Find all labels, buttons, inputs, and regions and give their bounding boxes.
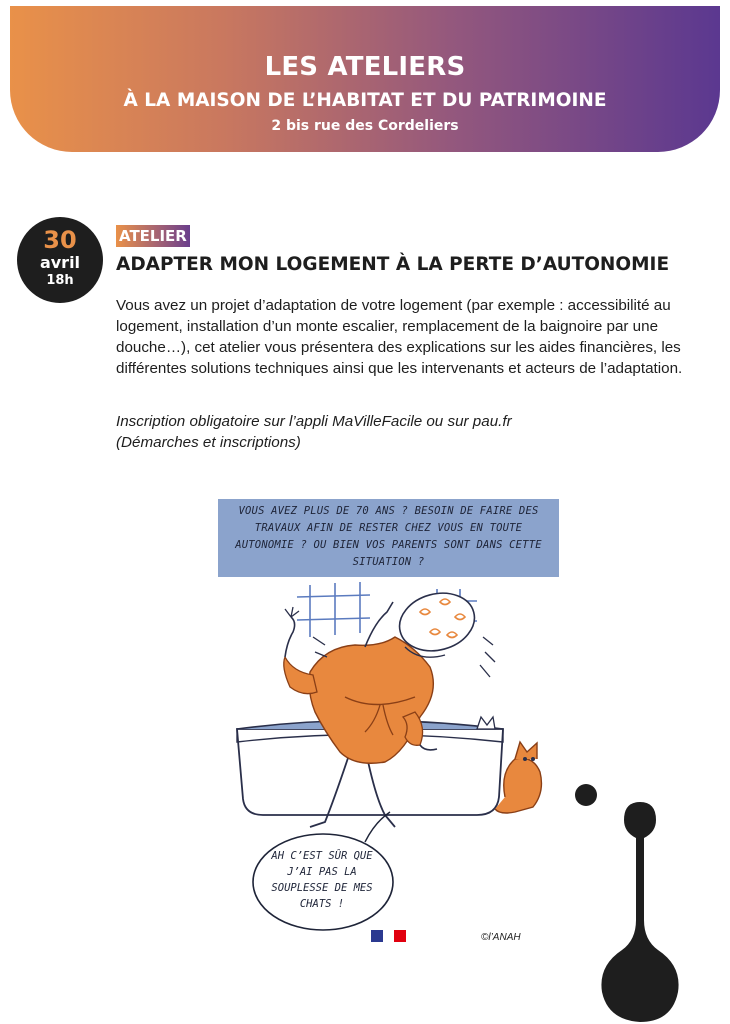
- registration-note: [116, 411, 686, 453]
- event-tag: ATELIER: [116, 225, 190, 247]
- header-banner: [10, 6, 720, 152]
- event-description: Vous avez un projet d’adaptation de votre logement (par exemple : accessibilité au logement, installation d’un monte escalier, remplacement de la baignoire par une douche…), cet atelier vous présentera des explications sur les aides financières, les différentes solutions techniques ainsi que les intervenants et acteurs de l’adaptation.: [116, 297, 683, 377]
- event-title: ADAPTER MON LOGEMENT À LA PERTE D’AUTONOMIE: [116, 254, 670, 275]
- date-month: avril: [39, 253, 81, 272]
- illustration-caption: VOUS AVEZ PLUS DE 70 ANS ? BESOIN DE FAIRE DES TRAVAUX AFIN DE RESTER CHEZ VOUS EN TOUTE AUTONOMIE ? OU BIEN VOS PARENTS SONT DANS CETTE SITUATION ?: [218, 499, 559, 577]
- speech-bubble-text: AH C’EST SÛR QUE J’AI PAS LA SOUPLESSE DE MES CHATS !: [271, 850, 373, 910]
- date-badge: [17, 217, 103, 303]
- header-subtitle: À LA MAISON DE L’HABITAT ET DU PATRIMOINE: [123, 90, 607, 111]
- illustration-credit: ©l’ANAH: [481, 932, 521, 943]
- french-republic-flag-icon: [371, 930, 406, 942]
- registration-note-line2: (Démarches et inscriptions): [116, 434, 301, 451]
- decorative-drops: [560, 770, 730, 1024]
- header-title: LES ATELIERS: [264, 52, 466, 82]
- registration-note-line1: Inscription obligatoire sur l’appli MaVilleFacile ou sur pau.fr: [116, 413, 512, 430]
- date-hour: 18h: [46, 273, 74, 288]
- header-address: 2 bis rue des Cordeliers: [271, 118, 459, 134]
- date-day: 30: [43, 226, 77, 254]
